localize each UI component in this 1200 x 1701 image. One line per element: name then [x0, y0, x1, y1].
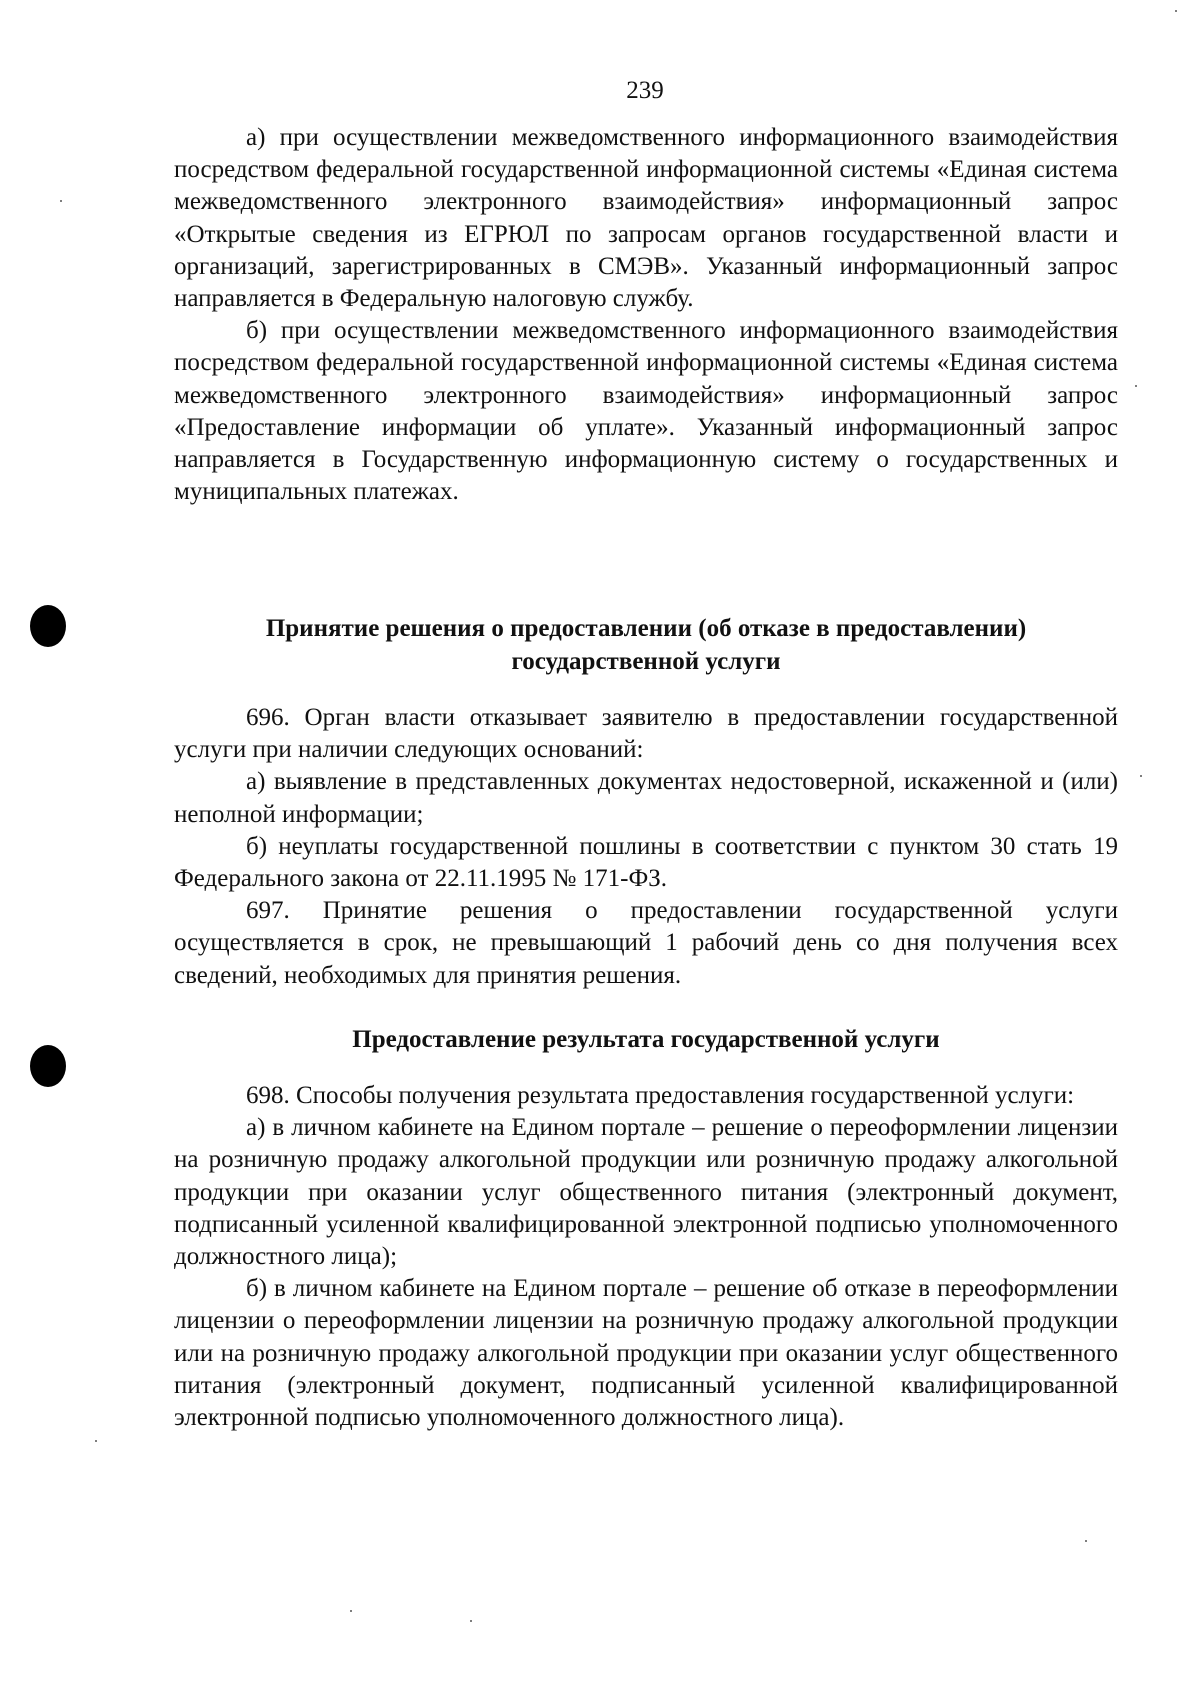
page-number: 239: [626, 77, 664, 104]
section-heading-result: Предоставление результата государственной услуги: [352, 1026, 940, 1053]
paragraph-698-b: б) в личном кабинете на Едином портале – решение об отказе в переоформлении лицензии о переоформлении лицензии на розничную продажу алкогольной продукции или на розничную продажу алкогольной продукции при оказании услуг общественного питания (электронный документ, подписанный усиленной квалифицированной электронной подписью уполномоченного должностного лица).: [174, 1275, 1118, 1432]
scan-speck: [1175, 10, 1177, 12]
scan-speck: [1085, 1540, 1087, 1542]
paragraph-696: 696. Орган власти отказывает заявителю в предоставлении государственной услуги при наличии следующих оснований:: [174, 704, 1118, 764]
paragraph-697: 697. Принятие решения о предоставлении государственной услуги осуществляется в срок, не превышающий 1 рабочий день со дня получения всех сведений, необходимых для принятия решения.: [174, 897, 1118, 989]
punch-hole-bottom: [30, 1045, 66, 1087]
scan-speck: [1140, 775, 1142, 777]
paragraph-698-a: а) в личном кабинете на Едином портале – решение о переоформлении лицензии на розничную продажу алкогольной продукции или розничную продажу алкогольной продукции при оказании услуг общественного питания (электронный документ, подписанный усиленной квалифицированной электронной подписью уполномоченного должностного лица);: [174, 1114, 1118, 1271]
section-heading-decision: Принятие решения о предоставлении (об отказе в предоставлении) государственной услуги: [265, 615, 1027, 675]
section-decision: [174, 702, 1118, 992]
scan-speck: [470, 1620, 472, 1622]
paragraph-698: 698. Способы получения результата предоставления государственной услуги:: [246, 1082, 1075, 1109]
scan-speck: [60, 200, 62, 202]
scan-speck: [350, 1610, 352, 1612]
paragraph-696-b: б) неуплаты государственной пошлины в соответствии с пунктом 30 стать 19 Федерального закона от 22.11.1995 № 171-ФЗ.: [174, 832, 1118, 893]
paragraph-request-b: б) при осуществлении межведомственного информационного взаимодействия посредством федеральной государственной информационной системы «Единая система межведомственного электронного взаимодействия» информационный запрос «Предоставление информации об уплате». Указанный информационный запрос направляется в Государственную информационную систему о государственных и муниципальных платежах.: [174, 317, 1118, 506]
scan-speck: [1135, 385, 1137, 387]
punch-hole-top: [30, 605, 66, 647]
paragraph-696-a: а) выявление в представленных документах недостоверной, искаженной и (или) неполной информации;: [174, 768, 1118, 828]
section-interagency-requests: [174, 122, 1118, 508]
section-result: [174, 1080, 1118, 1434]
scan-speck: [95, 1440, 97, 1442]
paragraph-request-a: а) при осуществлении межведомственного информационного взаимодействия посредством федеральной государственной информационной системы «Единая система межведомственного электронного взаимодействия» информационный запрос «Открытые сведения из ЕГРЮЛ по запросам органов государственной власти и организаций, зарегистрированных в СМЭВ». Указанный информационный запрос направляется в Федеральную налоговую службу.: [174, 124, 1118, 313]
